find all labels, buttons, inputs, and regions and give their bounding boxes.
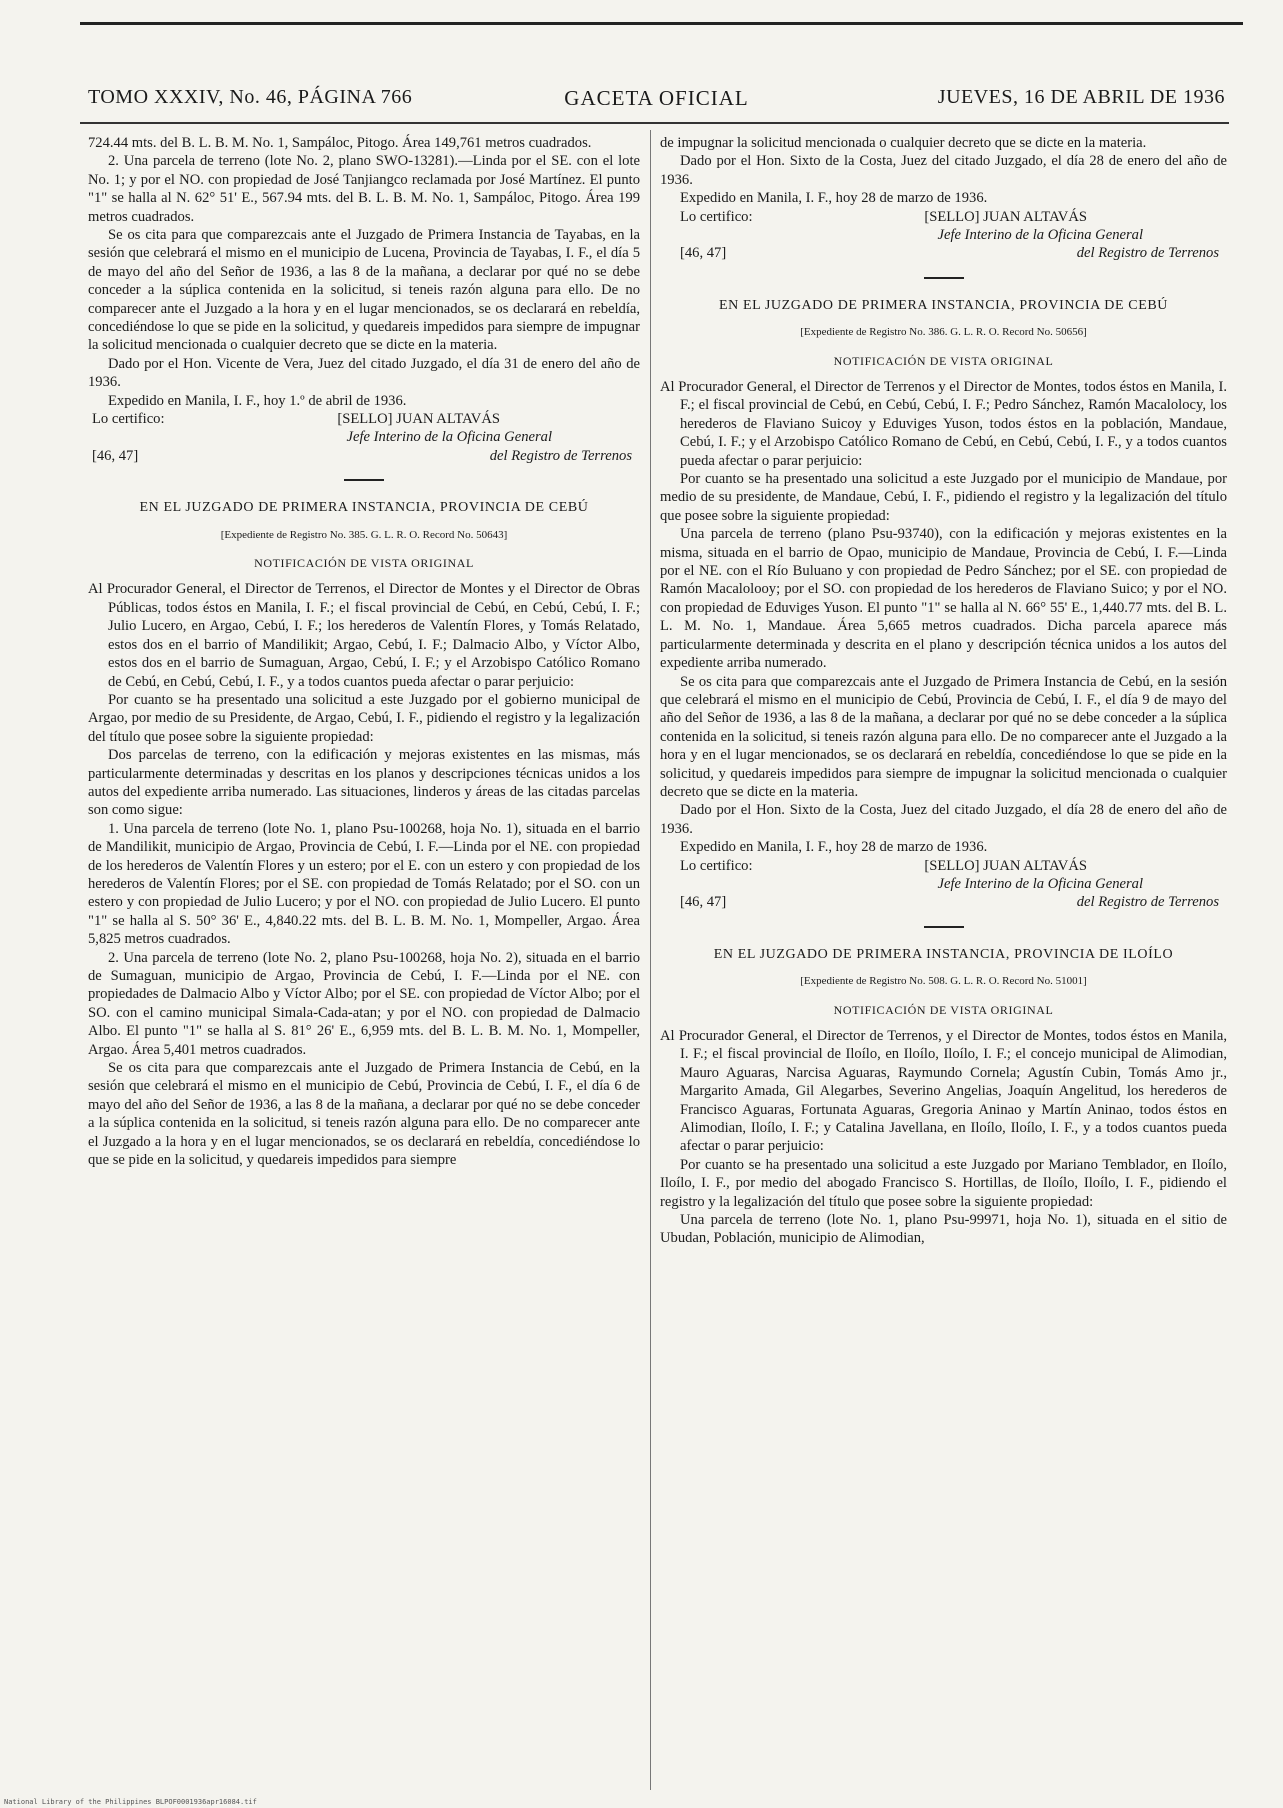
court-heading: EN EL JUZGADO DE PRIMERA INSTANCIA, PROVINCIA DE CEBÚ bbox=[139, 500, 589, 516]
header-date: JUEVES, 16 DE ABRIL DE 1936 bbox=[937, 86, 1225, 108]
certifico-row bbox=[88, 410, 640, 428]
registry-office: del Registro de Terrenos bbox=[489, 447, 632, 464]
notice-title: NOTIFICACIÓN DE VISTA ORIGINAL bbox=[254, 556, 474, 571]
record-number: [Expediente de Registro No. 508. G. L. R. O. Record No. 51001] bbox=[800, 975, 1087, 988]
paragraph: Dado por el Hon. Sixto de la Costa, Juez del citado Juzgado, el día 28 de enero del año de 1936. bbox=[660, 802, 1227, 837]
court-heading: EN EL JUZGADO DE PRIMERA INSTANCIA, PROVINCIA DE CEBÚ bbox=[719, 297, 1168, 313]
paragraph: Por cuanto se ha presentado una solicitud a este Juzgado por Mariano Temblador, en Iloílo, Iloílo, I. F., por medio del abogado Francisco S. Hortillas, de Iloílo, Iloílo, I. F., pidiendo el registro y la legalización del título que posee sobre la siguiente propiedad: bbox=[660, 1156, 1227, 1210]
certifico-row bbox=[660, 208, 1227, 226]
ref-row bbox=[660, 893, 1227, 911]
certifico-label: Lo certifico: bbox=[92, 411, 165, 428]
expedido-line: Expedido en Manila, I. F., hoy 28 de marzo de 1936. bbox=[680, 190, 988, 207]
top-rule bbox=[80, 22, 1243, 25]
paragraph: Por cuanto se ha presentado una solicitud a este Juzgado por el municipio de Mandaue, por medio de su presidente, de Mandaue, Cebú, I. F., pidiendo el registro y la legalización del título que posee sobre la siguiente propiedad: bbox=[660, 471, 1227, 524]
certifico-label: Lo certifico: bbox=[680, 208, 753, 225]
seal-signature: [SELLO] JUAN ALTAVÁS bbox=[924, 857, 1087, 874]
paragraph: de impugnar la solicitud mencionada o cualquier decreto que se dicte en la materia. bbox=[660, 135, 1147, 151]
paragraph: Dos parcelas de terreno, con la edificación y mejoras existentes en las mismas, más particularmente determinadas y descritas en los planos y descripciones técnicas unidos a los autos del expediente arriba numerado. Las situaciones, linderos y áreas de las citadas parcelas son como sigue: bbox=[88, 747, 640, 819]
jefe-row bbox=[660, 226, 1227, 244]
certifico-row bbox=[660, 857, 1227, 875]
paragraph: 1. Una parcela de terreno (lote No. 1, plano Psu-100268, hoja No. 1), situada en el barrio de Mandilikit, municipio de Argao, Provincia de Cebú, I. F.—Linda por el NE. con propiedad de los herederos de Valentín Flores y un estero; por el E. con un estero y con propiedad de los herederos de Valentín Flores; por el SE. con propiedad de Tomás Relatado; por el SO. con un estero y con propiedad de Julio Lucero; y por el NO. con propiedad de Julio Lucero. El punto "1" se halla al S. 50° 36' E., 4,840.22 mts. del B. L. B. M. No. 1, Mompeller, Argao. Área 5,825 metros cuadrados. bbox=[88, 820, 640, 948]
addressee-paragraph: Al Procurador General, el Director de Terrenos y el Director de Montes, todos éstos en Manila, I. F.; el fiscal provincial de Cebú, en Cebú, Cebú, I. F.; Pedro Sánchez, Ramón Macalolocy, los herederos de Flaviano Suicoy y Eduviges Yuson, todos éstos en la población, Mandaue, Cebú, I. F.; y el Arzobispo Católico Romano de Cebú, en Cebú, Cebú, I. F., y a todos cuantos pueda afectar o parar perjuicio: bbox=[660, 379, 1227, 469]
section-rule bbox=[344, 479, 384, 481]
record-number: [Expediente de Registro No. 386. G. L. R. O. Record No. 50656] bbox=[800, 326, 1087, 339]
scan-footer: National Library of the Philippines BLPOF0001936apr16084.tif bbox=[4, 1798, 257, 1806]
jefe-row bbox=[660, 875, 1227, 893]
addressee-paragraph: Al Procurador General, el Director de Terrenos, el Director de Montes y el Director de Obras Públicas, todos éstos en Manila, I. F.; el fiscal provincial de Cebú, en Cebú, Cebú, I. F.; Julio Lucero, en Argao, Cebú, I. F.; los herederos de Valentín Flores, y Tomás Relatado, estos dos en el barrio of Mandilikit; Argao, Cebú, I. F.; Dalmacio Albo, y Víctor Albo, estos dos en el barrio de Sumaguan, Argao, Cebú, I. F.; y el Arzobispo Católico Romano de Cebú, en Cebú, Cebú, I. F., y a todos cuantos pueda afectar o parar perjuicio: bbox=[88, 581, 640, 690]
page-header bbox=[88, 86, 1225, 116]
paragraph: Se os cita para que comparezcais ante el Juzgado de Primera Instancia de Cebú, en la sesión que celebrará el mismo en el municipio de Cebú, Provincia de Cebú, I. F., el día 6 de mayo del año del Señor de 1936, a las 8 de la mañana, a declarar por qué no se debe conceder a la súplica contenida en la solicitud, si teneis razón alguna para ello. De no comparecer ante el Juzgado a la hora y en el lugar mencionados, se os declarará en rebeldía, concediéndose lo que se pide en la solicitud, y quedareis impedidos para siempre bbox=[88, 1060, 640, 1169]
issue-reference: [46, 47] bbox=[680, 245, 727, 262]
jefe-row bbox=[88, 428, 640, 446]
signatory-title: Jefe Interino de la Oficina General bbox=[937, 875, 1143, 892]
notice-title: NOTIFICACIÓN DE VISTA ORIGINAL bbox=[833, 353, 1054, 368]
paragraph: 2. Una parcela de terreno (lote No. 2, plano SWO-13281).—Linda por el SE. con el lote No. 1; y por el NO. con propiedad de José Tanjiangco reclamada por José Martínez. El punto "1" se halla al N. 62° 51' E., 567.94 mts. del B. L. B. M. No. 1, Sampáloc, Pitogo. Área 199 metros cuadrados. bbox=[88, 153, 640, 225]
issue-reference: [46, 47] bbox=[92, 447, 139, 464]
seal-signature: [SELLO] JUAN ALTAVÁS bbox=[924, 208, 1087, 225]
seal-signature: [SELLO] JUAN ALTAVÁS bbox=[337, 411, 500, 428]
left-column bbox=[88, 134, 640, 1789]
header-rule bbox=[80, 122, 1229, 124]
addressee-paragraph: Al Procurador General, el Director de Terrenos, y el Director de Montes, todos éstos en Manila, I. F.; el fiscal provincial de Iloílo, en Iloílo, Iloílo, I. F.; el concejo municipal de Alimodian, Mauro Aguaras, Narcisa Aguaras, Raymundo Cornela; Agustín Cubin, Tomás Amo jr., Margarito Amada, Gil Alegarbes, Severino Angelias, Joaquín Angelitud, los herederos de Francisco Aguaras, Fortunata Aguaras, Gregoria Aninao y Martín Aninao, todos éstos en Alimodian, Iloílo, I. F.; y Catalina Javellana, en Iloílo, Iloílo, I. F., y a todos cuantos pueda afectar o parar perjuicio: bbox=[660, 1027, 1227, 1155]
registry-office: del Registro de Terrenos bbox=[1076, 245, 1219, 262]
ref-row bbox=[88, 447, 640, 465]
signatory-title: Jefe Interino de la Oficina General bbox=[937, 227, 1143, 244]
paragraph: Se os cita para que comparezcais ante el Juzgado de Primera Instancia de Tayabas, en la sesión que celebrará el mismo en el municipio de Lucena, Provincia de Tayabas, I. F., el día 5 de mayo del año del Señor de 1936, a las 8 de la mañana, a declarar por qué no se debe conceder a la súplica contenida en la solicitud, si teneis razón alguna para ello. De no comparecer ante el Juzgado a la hora y en el lugar mencionados, se os declarará en rebeldía, concediéndose lo que se pide en la solicitud, y quedareis impedidos para siempre de impugnar la solicitud mencionada o cualquier decreto que se dicte en la materia. bbox=[88, 227, 640, 354]
paragraph: Dado por el Hon. Vicente de Vera, Juez del citado Juzgado, el día 31 de enero del año de 1936. bbox=[88, 355, 640, 391]
paragraph: 2. Una parcela de terreno (lote No. 2, plano Psu-100268, hoja No. 2), situada en el barrio de Sumaguan, municipio de Argao, Provincia de Cebú, I. F.—Linda por el NE. con propiedades de Dalmacio Albo y Víctor Albo; por el SE. con propiedad de Víctor Albo; por el SO. con el camino municipal Simala-Cada-atan; y por el NO. con propiedad de Dalmacio Albo. El punto "1" se halla al S. 81° 26' E., 6,959 mts. del B. L. B. M. No. 1, Mompeller, Argao. Área 5,401 metros cuadrados. bbox=[88, 949, 640, 1058]
paragraph: Una parcela de terreno (lote No. 1, plano Psu-99971, hoja No. 1), situada en el sitio de Ubudan, Población, municipio de Alimodian, bbox=[660, 1212, 1227, 1247]
court-heading: EN EL JUZGADO DE PRIMERA INSTANCIA, PROVINCIA DE ILOÍLO bbox=[713, 946, 1174, 962]
section-rule bbox=[924, 277, 964, 279]
signatory-title: Jefe Interino de la Oficina General bbox=[346, 429, 552, 446]
expedido-line: Expedido en Manila, I. F., hoy 28 de marzo de 1936. bbox=[680, 839, 988, 856]
paragraph: 724.44 mts. del B. L. B. M. No. 1, Sampáloc, Pitogo. Área 149,761 metros cuadrados. bbox=[88, 135, 592, 151]
paragraph: Una parcela de terreno (plano Psu-93740), con la edificación y mejoras existentes en la misma, situada en el barrio de Opao, municipio de Mandaue, Provincia de Cebú, I. F.—Linda por el NE. con el Río Buluano y con propiedad de Pedro Sánchez; por el SE. con propiedad de Ramón Macalolooy; por el SO. con propiedad de los herederos de Flaviano Suico; y por el NO. con propiedad de Eduviges Yuson. El punto "1" se halla al N. 66° 55' E., 1,440.77 mts. del B. L. L. M. No. 1, Mandaue. Área 5,665 metros cuadrados. Dicha parcela aparece más particularmente determinada y descrita en el plano y descripción técnica unidos a los autos del expediente arriba numerado. bbox=[660, 526, 1227, 672]
registry-office: del Registro de Terrenos bbox=[1076, 894, 1219, 911]
header-title: GACETA OFICIAL bbox=[564, 86, 749, 110]
ref-row bbox=[660, 244, 1227, 262]
record-number: [Expediente de Registro No. 385. G. L. R. O. Record No. 50643] bbox=[220, 528, 508, 541]
notice-title: NOTIFICACIÓN DE VISTA ORIGINAL bbox=[833, 1002, 1054, 1017]
section-rule bbox=[924, 926, 964, 928]
paragraph: Por cuanto se ha presentado una solicitud a este Juzgado por el gobierno municipal de Argao, por medio de su Presidente, de Argao, Cebú, I. F., pidiendo el registro y la legalización del título que posee sobre la siguiente propiedad: bbox=[88, 691, 640, 745]
paragraph: Dado por el Hon. Sixto de la Costa, Juez del citado Juzgado, el día 28 de enero del año de 1936. bbox=[660, 153, 1227, 188]
issue-reference: [46, 47] bbox=[680, 894, 727, 911]
paragraph: Se os cita para que comparezcais ante el Juzgado de Primera Instancia de Cebú, en la sesión que celebrará el mismo en el municipio de Cebú, Provincia de Cebú, I. F., el día 9 de mayo del año del Señor de 1936, a las 8 de la mañana, a declarar por qué no se debe conceder a la súplica contenida en la solicitud, si teneis razón alguna para ello. De no comparecer ante el Juzgado a la hora y en el lugar mencionados, se os declarará en rebeldía, concediéndose lo que se pide en la solicitud, y quedareis impedidos para siempre de impugnar la solicitud mencionada o cualquier decreto que se dicte en la materia. bbox=[660, 673, 1227, 800]
column-divider bbox=[650, 130, 651, 1790]
certifico-label: Lo certifico: bbox=[680, 857, 753, 874]
right-column bbox=[660, 134, 1227, 1789]
expedido-line: Expedido en Manila, I. F., hoy 1.º de abril de 1936. bbox=[108, 392, 407, 409]
header-volume: TOMO XXXIV, No. 46, PÁGINA 766 bbox=[88, 86, 413, 108]
